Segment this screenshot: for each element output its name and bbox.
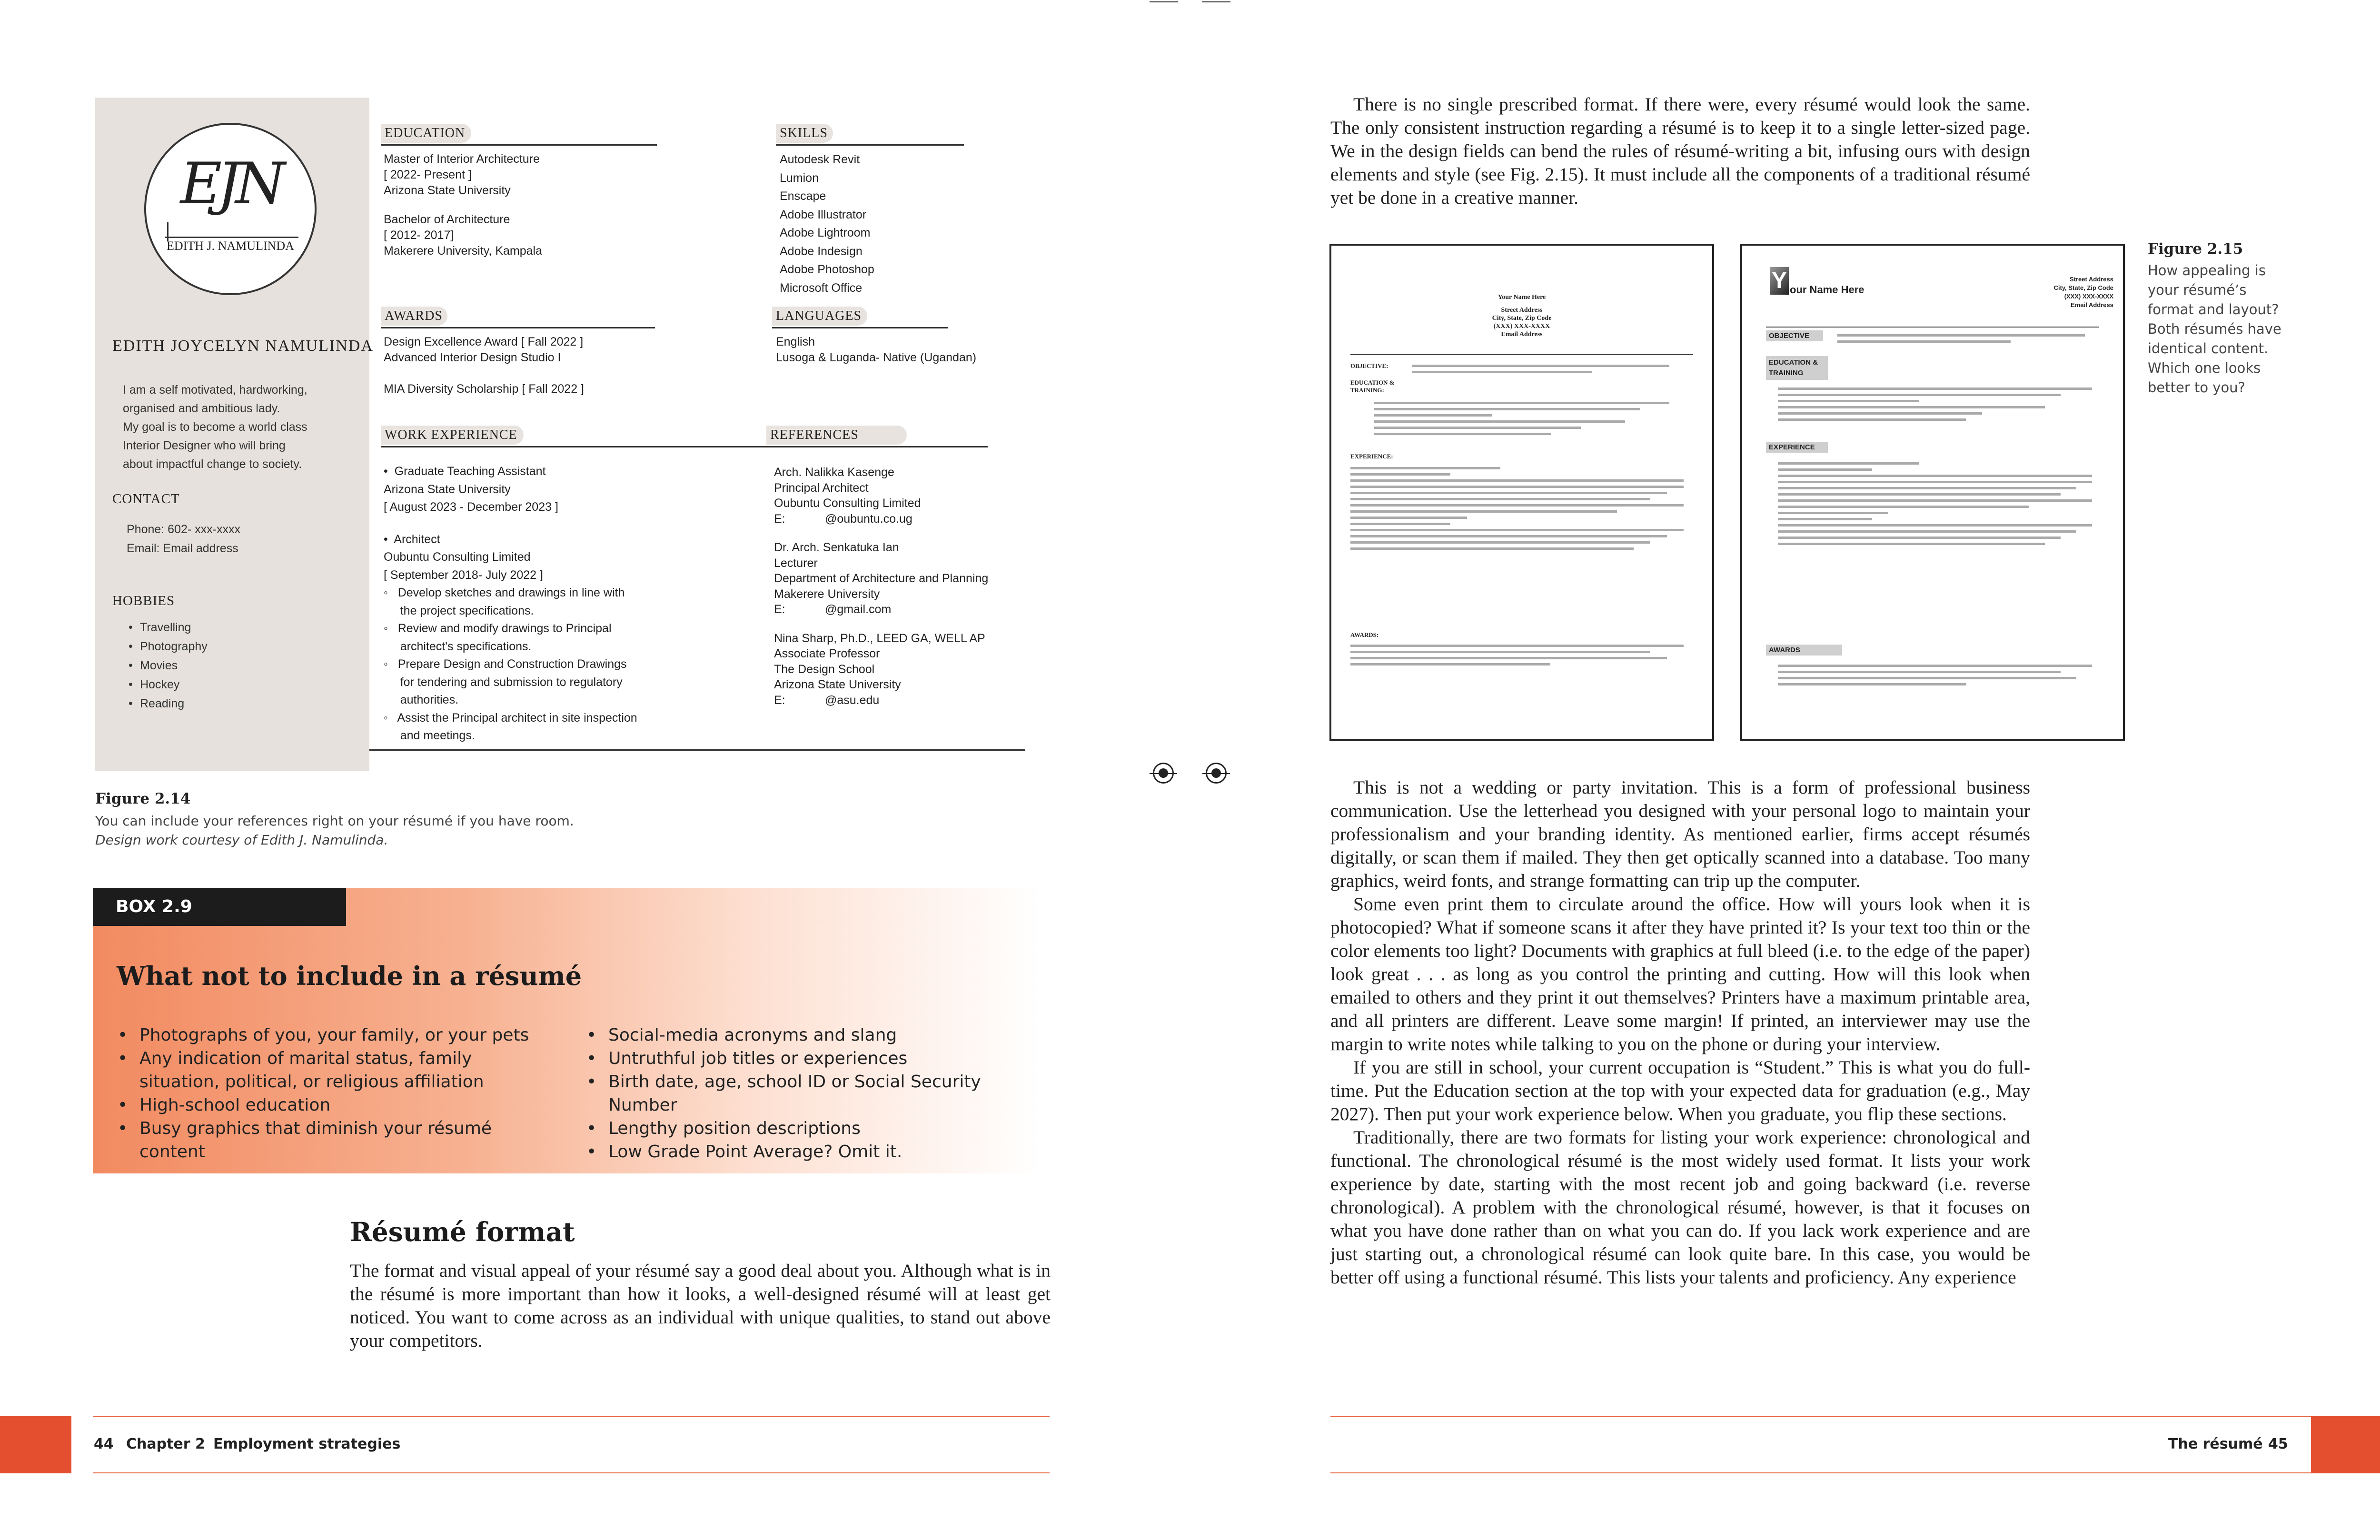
mini-label: EXPERIENCE: bbox=[1350, 453, 1393, 460]
box-list-right bbox=[585, 1023, 1033, 1163]
crop-mark bbox=[1202, 1, 1230, 2]
awards-list bbox=[384, 334, 584, 397]
text-placeholder bbox=[1374, 427, 1581, 429]
text-line: and meetings. bbox=[384, 729, 475, 742]
mini-label: OBJECTIVE: bbox=[1350, 362, 1388, 369]
text-placeholder bbox=[1778, 412, 1982, 415]
list-item: • Social-media acronyms and slang bbox=[585, 1023, 1033, 1047]
text-placeholder bbox=[1350, 498, 1650, 500]
intro-paragraph bbox=[1330, 93, 2030, 209]
text-line: Lumion bbox=[780, 171, 819, 185]
mini-label: OBJECTIVE bbox=[1766, 330, 1823, 341]
figure-2-15-caption: How appealing is your résumé’s format and layout? Both résumés have identical content. Which one looks better to you? bbox=[2148, 262, 2281, 396]
text-line: [ August 2023 - December 2023 ] bbox=[384, 500, 558, 514]
text-line: Email Address bbox=[2071, 301, 2113, 308]
spacer bbox=[384, 517, 637, 531]
figure-2-15-styled-resume bbox=[1740, 244, 2125, 741]
text-placeholder bbox=[1778, 394, 2061, 396]
work-list bbox=[384, 463, 637, 745]
text-placeholder bbox=[1778, 481, 2092, 483]
text-placeholder bbox=[1837, 334, 2085, 337]
text-placeholder bbox=[1778, 400, 1919, 402]
registration-mark-icon bbox=[1206, 763, 1227, 784]
footer-rule bbox=[93, 1416, 1050, 1417]
text-placeholder bbox=[1778, 537, 2061, 539]
text-line: City, State, Zip Code bbox=[2053, 284, 2113, 291]
text-placeholder bbox=[1350, 651, 1650, 653]
text-placeholder bbox=[1350, 492, 1667, 494]
text-placeholder bbox=[1778, 468, 1872, 471]
right-page-body bbox=[1330, 776, 2030, 1289]
text-placeholder bbox=[1374, 408, 1640, 410]
text-placeholder bbox=[1350, 479, 1684, 482]
registration-mark-icon bbox=[1153, 763, 1174, 784]
skills-heading: SKILLS bbox=[776, 124, 833, 143]
text-line: The Design School bbox=[774, 662, 875, 676]
text-placeholder bbox=[1778, 499, 2092, 502]
text-placeholder bbox=[1350, 663, 1550, 666]
text-placeholder bbox=[1837, 340, 2011, 343]
hobbies-heading: HOBBIES bbox=[112, 593, 175, 608]
text-line: Lusoga & Luganda- Native (Ugandan) bbox=[776, 351, 977, 364]
logo-name: EDITH J. NAMULINDA bbox=[167, 239, 294, 253]
mini-name: our Name Here bbox=[1790, 284, 1864, 296]
footer-title: The résumé bbox=[2168, 1436, 2263, 1452]
text-placeholder bbox=[1778, 543, 2045, 545]
text-placeholder bbox=[1778, 530, 2076, 533]
paragraph: This is not a wedding or party invitation. This is a form of professional business communication. Use the letterhead you designed with your personal logo to maintain your professionalism and your branding identity. As mentioned earlier, firms accept résumés digitally, or scan them if mailed. They then get optically scanned into a database. Too many graphics, weird fonts, and strange formatting can trip up the computer. bbox=[1330, 777, 2030, 891]
logo-monogram: EJN bbox=[180, 151, 281, 217]
text-line: E: @oubuntu.co.ug bbox=[774, 512, 912, 526]
text-line: Adobe Photoshop bbox=[780, 263, 874, 276]
text-placeholder bbox=[1350, 529, 1684, 531]
figure-2-15-label: Figure 2.15 bbox=[2148, 240, 2243, 258]
text-line: Oubuntu Consulting Limited bbox=[774, 497, 921, 510]
text-line: ◦ Review and modify drawings to Principal bbox=[384, 622, 612, 635]
text-placeholder bbox=[1778, 518, 1872, 520]
text-line: (XXX) XXX-XXXX bbox=[2064, 293, 2113, 300]
text-line: Associate Professor bbox=[774, 647, 880, 660]
list-item: • Photography bbox=[129, 637, 208, 656]
footer-page-number: 45 bbox=[2268, 1436, 2288, 1452]
bio-line: about impactful change to society. bbox=[123, 457, 302, 471]
section-rule bbox=[772, 327, 948, 328]
languages-heading: LANGUAGES bbox=[772, 307, 867, 326]
text-placeholder bbox=[1778, 493, 2061, 496]
resume-bottom-rule bbox=[369, 749, 1025, 751]
text-placeholder bbox=[1412, 365, 1669, 367]
text-line: [ 2022- Present ] bbox=[384, 168, 472, 181]
work-heading: WORK EXPERIENCE bbox=[381, 426, 524, 445]
section-rule bbox=[776, 144, 964, 146]
text-line: E: @asu.edu bbox=[774, 693, 880, 707]
paragraph: The format and visual appeal of your résumé say a good deal about you. Although what is in the résumé is more important than how it looks, a well-designed résumé will at least get noticed. You want to come across as an individual with unique qualities, to stand out above your competitors. bbox=[350, 1260, 1051, 1351]
text-line: City, State, Zip Code bbox=[1492, 315, 1552, 322]
text-placeholder bbox=[1778, 475, 2092, 477]
text-line: Street Address bbox=[2070, 276, 2113, 283]
logo-divider bbox=[167, 222, 169, 241]
text-line: Makerere University, Kampala bbox=[384, 244, 542, 258]
text-placeholder bbox=[1778, 462, 1919, 465]
text-line: Nina Sharp, Ph.D., LEED GA, WELL AP bbox=[774, 631, 985, 645]
resume-full-name: EDITH JOYCELYN NAMULINDA bbox=[112, 337, 374, 355]
text-line: for tendering and submission to regulatory bbox=[384, 675, 623, 689]
footer-rule bbox=[1330, 1416, 2311, 1417]
text-line: Adobe Indesign bbox=[780, 244, 863, 258]
text-line: Advanced Interior Design Studio I bbox=[384, 351, 561, 364]
mini-label: AWARDS: bbox=[1350, 631, 1379, 638]
text-line: E: @gmail.com bbox=[774, 603, 892, 616]
awards-heading: AWARDS bbox=[381, 307, 447, 326]
spacer bbox=[384, 199, 542, 212]
text-line: • Architect bbox=[384, 532, 440, 546]
text-placeholder bbox=[1778, 506, 2029, 508]
list-item: • Any indication of marital status, family situation, political, or religious affiliation bbox=[117, 1047, 536, 1093]
paragraph: Some even print them to circulate around the office. How will yours look when it is photocopied? What if someone scans it after they have printed it? Is your text too thin or the color elements too light? Documents with graphics at full bleed (i.e. to the edge of the paper) look great . . . as long as you control the printing and cutting. How will this look when emailed to others and they print it out themselves? Printers have a maximum printable area, and all printers are different. Leave some margin! If printed, an interviewer may use the margin to write notes while talking to you on the phone or during your interview. bbox=[1330, 894, 2030, 1054]
references-list bbox=[774, 465, 988, 708]
resume-logo bbox=[144, 123, 317, 295]
spacer bbox=[384, 366, 584, 381]
bio-line: My goal is to become a world class bbox=[123, 420, 307, 434]
mini-text-block bbox=[1778, 387, 2092, 425]
footer-page-number: 44 bbox=[94, 1436, 114, 1452]
paragraph: Traditionally, there are two formats for listing your work experience: chronological and functional. The chronological résumé is the most widely used format. It lists your work experience by date, starting with the most recent job and going backward (i.e. reverse chronological). A problem with the chronological résumé, however, is that it focuses on what you have done rather than on what you can do. If you lack work experience and are just starting out, a chronological résumé can look quite bare. In this case, you would be better off using a functional résumé. This lists your talents and proficiency. Any experience bbox=[1330, 1127, 2030, 1288]
text-placeholder bbox=[1778, 665, 2092, 667]
list-item: • Birth date, age, school ID or Social Security Number bbox=[585, 1070, 1033, 1117]
text-placeholder bbox=[1350, 645, 1684, 647]
text-line: Bachelor of Architecture bbox=[384, 213, 510, 226]
text-line: Design Excellence Award [ Fall 2022 ] bbox=[384, 335, 584, 348]
mini-label: EXPERIENCE bbox=[1766, 442, 1828, 453]
spacer bbox=[774, 617, 988, 631]
text-line: Enscape bbox=[780, 189, 826, 203]
text-placeholder bbox=[1350, 547, 1634, 550]
text-placeholder bbox=[1778, 683, 1966, 686]
text-line: Master of Interior Architecture bbox=[384, 152, 540, 166]
text-line: [ 2012- 2017] bbox=[384, 229, 454, 242]
text-line: Arizona State University bbox=[384, 184, 511, 197]
section-rule bbox=[381, 446, 988, 447]
text-placeholder bbox=[1350, 486, 1684, 488]
text-placeholder bbox=[1350, 517, 1467, 519]
text-line: Street Address bbox=[1501, 307, 1543, 314]
list-item: • Untruthful job titles or experiences bbox=[585, 1047, 1033, 1070]
text-placeholder bbox=[1412, 371, 1592, 373]
logo-divider bbox=[165, 237, 298, 238]
text-placeholder bbox=[1374, 414, 1492, 417]
languages-list bbox=[776, 334, 976, 366]
text-line: • Graduate Teaching Assistant bbox=[384, 465, 546, 478]
text-line: authorities. bbox=[384, 693, 459, 706]
spacer bbox=[1331, 301, 1712, 306]
section-rule bbox=[381, 144, 657, 146]
crop-mark bbox=[1150, 1, 1178, 2]
mini-label: EDUCATION & TRAINING bbox=[1766, 356, 1828, 380]
text-line: English bbox=[776, 335, 815, 348]
text-placeholder bbox=[1350, 523, 1450, 525]
mini-text-block bbox=[1837, 334, 2085, 347]
list-item: • Travelling bbox=[129, 618, 208, 637]
footer-rule bbox=[93, 1472, 1050, 1473]
section-paragraph bbox=[350, 1259, 1051, 1352]
text-placeholder bbox=[1374, 433, 1551, 435]
figure-2-15-plain-resume bbox=[1329, 244, 1714, 741]
text-line: Dr. Arch. Senkatuka Ian bbox=[774, 541, 899, 554]
text-line: Principal Architect bbox=[774, 481, 869, 495]
box-tab: BOX 2.9 bbox=[93, 888, 346, 926]
text-placeholder bbox=[1778, 677, 2076, 679]
text-placeholder bbox=[1778, 512, 1888, 514]
text-line: Arch. Nalikka Kasenge bbox=[774, 466, 894, 479]
text-placeholder bbox=[1350, 657, 1667, 659]
text-line: Microsoft Office bbox=[780, 281, 863, 295]
text-line: ◦ Prepare Design and Construction Drawings bbox=[384, 657, 627, 671]
text-placeholder bbox=[1374, 402, 1669, 404]
section-heading: Résumé format bbox=[350, 1216, 575, 1247]
references-heading: REFERENCES bbox=[766, 426, 907, 445]
text-line: Arizona State University bbox=[384, 482, 511, 496]
text-line: Department of Architecture and Planning bbox=[774, 572, 989, 585]
bio-line: Interior Designer who will bring bbox=[123, 439, 286, 452]
figure-2-14-label: Figure 2.14 bbox=[95, 790, 191, 807]
footer-accent-block bbox=[0, 1416, 71, 1473]
text-placeholder bbox=[1778, 418, 1966, 421]
text-line: Oubuntu Consulting Limited bbox=[384, 550, 531, 564]
figure-2-14-credit: Design work courtesy of Edith J. Namulinda. bbox=[95, 832, 388, 848]
text-line: MIA Diversity Scholarship [ Fall 2022 ] bbox=[384, 382, 584, 396]
text-line: ◦ Assist the Principal architect in site inspection bbox=[384, 711, 637, 725]
text-line: Your Name Here bbox=[1497, 294, 1546, 301]
spacer bbox=[774, 527, 988, 540]
text-placeholder bbox=[1350, 541, 1650, 544]
text-line: Arizona State University bbox=[774, 678, 901, 691]
text-line: ◦ Develop sketches and drawings in line with bbox=[384, 586, 625, 599]
text-line: Email Address bbox=[1501, 331, 1543, 338]
text-placeholder bbox=[1778, 487, 2076, 489]
skills-list bbox=[780, 150, 874, 297]
contact-heading: CONTACT bbox=[112, 491, 180, 507]
bio-line: organised and ambitious lady. bbox=[123, 402, 280, 415]
text-placeholder bbox=[1778, 524, 2092, 527]
figure-2-14-resume bbox=[0, 0, 1047, 785]
contact-phone: Phone: 602- xxx-xxxx bbox=[127, 523, 240, 536]
text-placeholder bbox=[1374, 420, 1625, 423]
text-placeholder bbox=[1350, 504, 1684, 507]
text-line: Lecturer bbox=[774, 556, 818, 570]
text-line: architect's specifications. bbox=[384, 639, 532, 653]
mini-header bbox=[1331, 293, 1712, 338]
list-item: • Low Grade Point Average? Omit it. bbox=[585, 1140, 1033, 1163]
mini-text-block bbox=[1412, 365, 1669, 377]
text-placeholder bbox=[1778, 671, 2061, 673]
list-item: • Movies bbox=[129, 656, 208, 675]
mini-text-block bbox=[1778, 462, 2092, 549]
footer-rule bbox=[1330, 1472, 2311, 1473]
section-rule bbox=[381, 327, 655, 328]
figure-2-14-caption: You can include your references right on your résumé if you have room. bbox=[95, 813, 574, 829]
footer-accent-block bbox=[2311, 1416, 2380, 1473]
text-line: Adobe Lightroom bbox=[780, 226, 871, 239]
box-title: What not to include in a résumé bbox=[117, 961, 582, 991]
education-list bbox=[384, 151, 542, 259]
list-item: • Hockey bbox=[129, 675, 208, 694]
text-placeholder bbox=[1350, 535, 1667, 537]
text-line: the project specifications. bbox=[384, 604, 534, 617]
text-placeholder bbox=[1778, 406, 2045, 408]
mini-text-block bbox=[1778, 665, 2092, 689]
box-list-left bbox=[117, 1023, 536, 1163]
text-line: Makerere University bbox=[774, 587, 880, 601]
mini-rule bbox=[1766, 327, 2099, 328]
mini-text-block bbox=[1350, 467, 1684, 554]
name-initial: Y bbox=[1770, 267, 1789, 295]
list-item: • High-school education bbox=[117, 1093, 536, 1117]
footer-chapter: Chapter 2 bbox=[126, 1436, 205, 1452]
bio-line: I am a self motivated, hardworking, bbox=[123, 383, 307, 397]
text-line: [ September 2018- July 2022 ] bbox=[384, 568, 543, 582]
text-line: (XXX) XXX-XXXX bbox=[1493, 323, 1550, 330]
list-item: • Reading bbox=[129, 694, 208, 713]
text-line: Adobe Illustrator bbox=[780, 208, 867, 221]
text-placeholder bbox=[1350, 467, 1500, 469]
footer-chapter-title: Employment strategies bbox=[213, 1436, 401, 1452]
paragraph: There is no single prescribed format. If there were, every résumé would look the same. The only consistent instruction regarding a résumé is to keep it to a single letter-sized page. We in the design fields can bend the rules of résumé-writing a bit, infusing ours with design elements and style (see Fig. 2.15). It must include all the components of a traditional résumé yet be done in a creative manner. bbox=[1330, 94, 2030, 208]
hobbies-list bbox=[129, 618, 208, 713]
paragraph: If you are still in school, your current occupation is “Student.” This is what you do full-time. Put the Education section at the top with your expected data for graduation (e.g., May 2027). Then put your work experience below. When you graduate, you flip these sections. bbox=[1330, 1057, 2030, 1124]
mini-label: AWARDS bbox=[1766, 645, 1842, 656]
list-item: • Photographs of you, your family, or your pets bbox=[117, 1023, 536, 1047]
text-placeholder bbox=[1778, 387, 2092, 390]
resume-bio bbox=[123, 381, 323, 474]
mini-rule bbox=[1350, 354, 1693, 355]
education-heading: EDUCATION bbox=[381, 124, 471, 143]
text-placeholder bbox=[1350, 473, 1450, 476]
list-item: • Busy graphics that diminish your résumé content bbox=[117, 1117, 536, 1163]
mini-address bbox=[2054, 275, 2113, 309]
mini-text-block bbox=[1350, 645, 1684, 669]
text-line: Autodesk Revit bbox=[780, 153, 860, 166]
mini-text-block bbox=[1374, 402, 1669, 439]
contact-email: Email: Email address bbox=[127, 542, 238, 555]
mini-label: EDUCATION & TRAINING: bbox=[1350, 379, 1395, 394]
list-item: • Lengthy position descriptions bbox=[585, 1117, 1033, 1140]
text-placeholder bbox=[1350, 510, 1617, 513]
